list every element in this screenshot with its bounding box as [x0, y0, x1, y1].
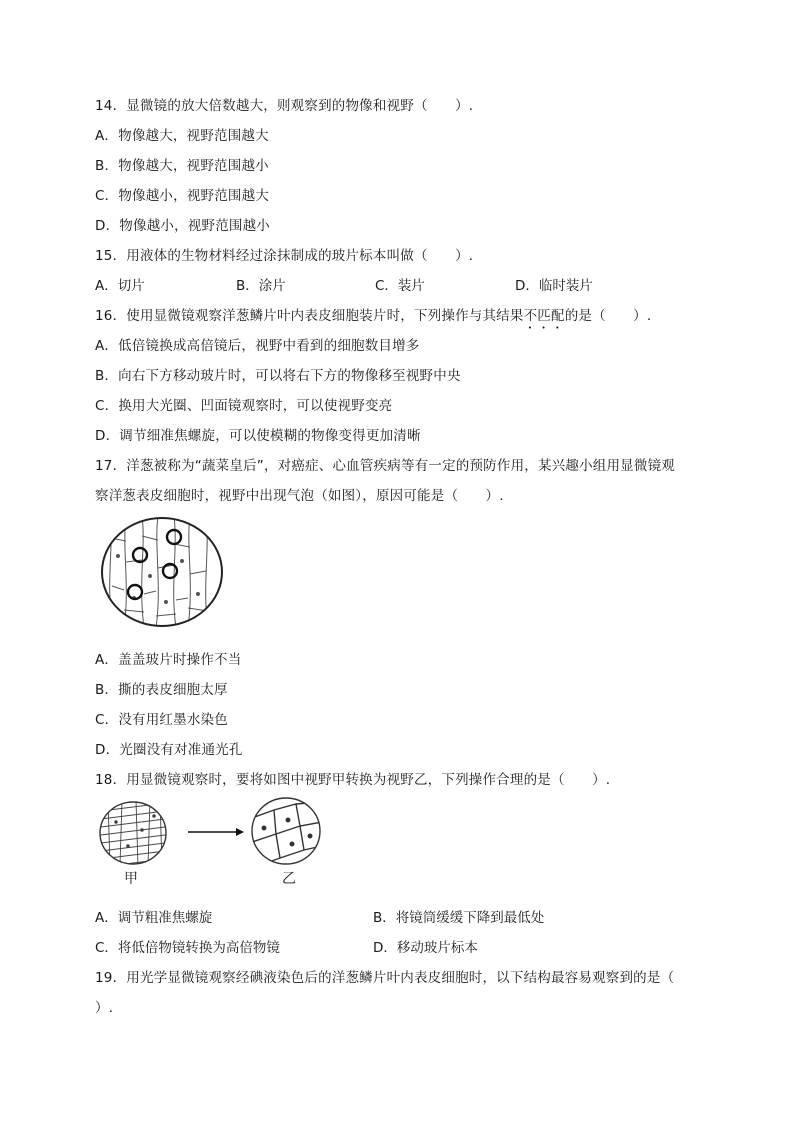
q15-option-d: D．临时装片 [515, 278, 593, 294]
view-yi-figure [250, 796, 322, 866]
q16-option-d: D．调节细准焦螺旋，可以使模糊的物像变得更加清晰 [95, 428, 421, 444]
q19-stem-line1: 19．用光学显微镜观察经碘液染色后的洋葱鳞片叶内表皮细胞时，以下结构最容易观察到的是（ [95, 970, 675, 986]
q15-stem: 15．用液体的生物材料经过涂抹制成的玻片标本叫做（ ）. [95, 248, 474, 264]
q17-stem-line2: 察洋葱表皮细胞时，视野中出现气泡（如图），原因可能是（ ）. [95, 488, 504, 504]
q16-option-a: A．低倍镜换成高倍镜后，视野中看到的细胞数目增多 [95, 338, 420, 354]
q14-option-d: D．物像越小，视野范围越小 [95, 218, 270, 234]
q18-option-b: B．将镜筒缓缓下降到最低处 [373, 910, 545, 926]
q19-stem-line2: ）. [95, 1000, 114, 1016]
q16-stem-before: 16．使用显微镜观察洋葱鳞片叶内表皮细胞装片时，下列操作与其结果 [95, 308, 524, 324]
q16-stem-after: 的是（ ）. [564, 308, 652, 324]
arrow-right-icon [186, 826, 246, 838]
q14-option-a: A．物像越大，视野范围越大 [95, 128, 269, 144]
q16-option-b: B．向右下方移动玻片时，可以将右下方的物像移至视野中央 [95, 368, 461, 384]
view-jia-figure [98, 800, 168, 866]
q17-option-d: D．光圈没有对准通光孔 [95, 742, 243, 758]
microscope-field-bubbles-figure [100, 516, 224, 628]
q18-stem: 18．用显微镜观察时，要将如图中视野甲转换为视野乙，下列操作合理的是（ ）. [95, 772, 611, 788]
q14-stem: 14．显微镜的放大倍数越大，则观察到的物像和视野（ ）. [95, 98, 474, 114]
q14-option-c: C．物像越小，视野范围越大 [95, 188, 270, 204]
q16-option-c: C．换用大光圈、凹面镜观察时，可以使视野变亮 [95, 398, 393, 414]
q18-option-a: A．调节粗准焦螺旋 [95, 910, 213, 926]
q18-option-c: C．将低倍物镜转换为高倍物镜 [95, 940, 280, 956]
q17-option-a: A．盖盖玻片时操作不当 [95, 652, 242, 668]
label-jia: 甲 [124, 871, 138, 887]
q18-option-d: D．移动玻片标本 [373, 940, 478, 956]
label-yi: 乙 [282, 871, 296, 887]
q15-option-a: A．切片 [95, 278, 145, 294]
q14-option-b: B．物像越大，视野范围越小 [95, 158, 269, 174]
q15-option-c: C．装片 [375, 278, 425, 294]
q17-stem-line1: 17．洋葱被称为“蔬菜皇后”，对癌症、心血管疾病等有一定的预防作用，某兴趣小组用显微镜观 [95, 458, 675, 474]
q17-option-c: C．没有用红墨水染色 [95, 712, 228, 728]
q16-stem-emphasis: 不匹配 [523, 308, 565, 324]
q15-option-b: B．涂片 [236, 278, 286, 294]
q17-option-b: B．撕的表皮细胞太厚 [95, 682, 228, 698]
q16-stem [95, 306, 651, 332]
